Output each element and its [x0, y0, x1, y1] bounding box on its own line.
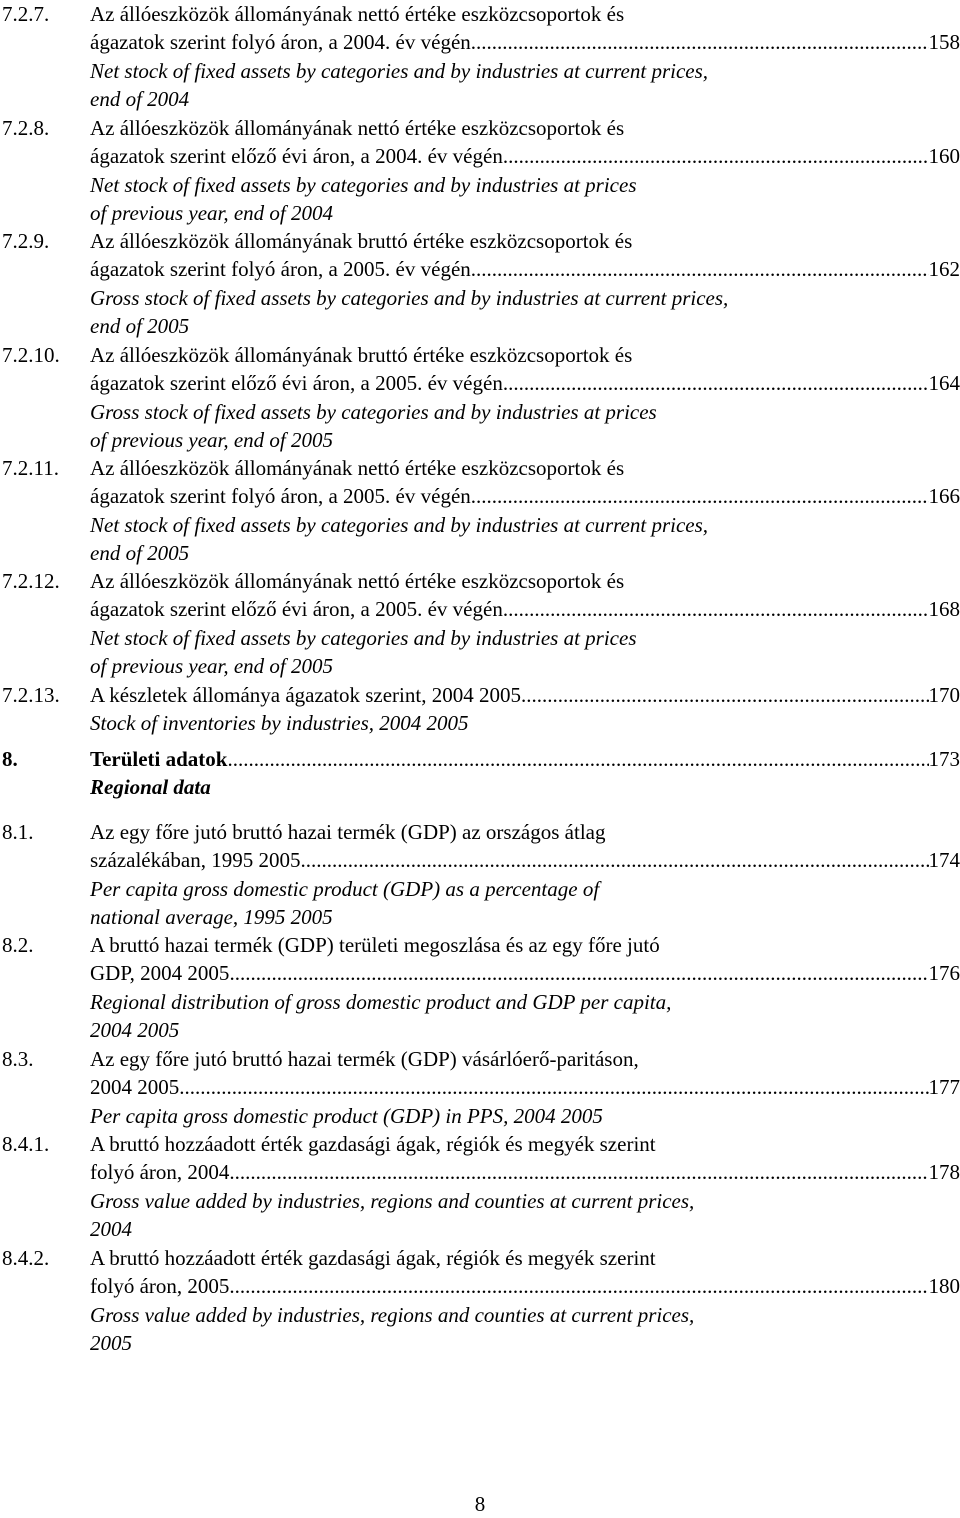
page-number: 8 [0, 1490, 960, 1518]
dot-leader [503, 595, 929, 623]
page-ref: 180 [929, 1272, 960, 1300]
page-ref: 178 [929, 1158, 960, 1186]
english-title: Net stock of fixed assets by categories and by industries at current prices, [90, 57, 960, 85]
toc-entry [0, 681, 960, 738]
entry-body [90, 454, 960, 568]
hungarian-title: Területi adatok [90, 745, 227, 773]
toc-entry [0, 114, 960, 228]
hungarian-title: A készletek állománya ágazatok szerint, 2004 2005 [90, 681, 521, 709]
title-line-with-page [90, 745, 960, 773]
hungarian-title: százalékában, 1995 2005 [90, 846, 301, 874]
dot-leader [503, 369, 929, 397]
hungarian-title: 2004 2005 [90, 1073, 179, 1101]
english-title: Net stock of fixed assets by categories and by industries at prices [90, 624, 960, 652]
title-line-with-page [90, 595, 960, 623]
toc-entry [0, 454, 960, 568]
english-title: 2004 2005 [90, 1016, 960, 1044]
toc-entry [0, 931, 960, 1045]
hungarian-title: Az állóeszközök állományának nettó értéke eszközcsoportok és [90, 0, 960, 28]
title-line-with-page [90, 1272, 960, 1300]
title-line-with-page [90, 959, 960, 987]
dot-leader [227, 745, 928, 773]
dot-leader [521, 681, 929, 709]
hungarian-title: Az állóeszközök állományának nettó értéke eszközcsoportok és [90, 454, 960, 482]
english-title: Per capita gross domestic product (GDP) in PPS, 2004 2005 [90, 1102, 960, 1130]
toc-entry [0, 227, 960, 341]
english-title: Net stock of fixed assets by categories and by industries at current prices, [90, 511, 960, 539]
english-title: of previous year, end of 2004 [90, 199, 960, 227]
page-ref: 177 [929, 1073, 960, 1101]
hungarian-title: folyó áron, 2005 [90, 1272, 229, 1300]
english-title: Regional distribution of gross domestic product and GDP per capita, [90, 988, 960, 1016]
english-title: 2004 [90, 1215, 960, 1243]
toc-section [0, 745, 960, 802]
page-ref: 166 [929, 482, 960, 510]
dot-leader [471, 482, 929, 510]
english-title: Gross value added by industries, regions and counties at current prices, [90, 1301, 960, 1329]
page-ref: 168 [929, 595, 960, 623]
english-title: end of 2005 [90, 539, 960, 567]
dot-leader [471, 28, 929, 56]
entry-body [90, 567, 960, 681]
entry-body [90, 1045, 960, 1130]
dot-leader [471, 255, 929, 283]
hungarian-title: folyó áron, 2004 [90, 1158, 229, 1186]
entry-number: 7.2.7. [2, 0, 49, 28]
entry-number: 7.2.13. [2, 681, 60, 709]
toc-entry [0, 818, 960, 932]
entry-number: 8.3. [2, 1045, 34, 1073]
entry-body [90, 227, 960, 341]
entry-number: 7.2.9. [2, 227, 49, 255]
toc-entry [0, 341, 960, 455]
dot-leader [503, 142, 929, 170]
hungarian-title: GDP, 2004 2005 [90, 959, 229, 987]
page-ref: 174 [929, 846, 960, 874]
title-line-with-page [90, 369, 960, 397]
entry-body [90, 341, 960, 455]
page-ref: 170 [929, 681, 960, 709]
page-ref: 176 [929, 959, 960, 987]
english-title: Per capita gross domestic product (GDP) as a percentage of [90, 875, 960, 903]
english-title: Stock of inventories by industries, 2004 2005 [90, 709, 960, 737]
entry-body [90, 1130, 960, 1244]
title-line-with-page [90, 482, 960, 510]
toc-entry [0, 1130, 960, 1244]
hungarian-title: Az egy főre jutó bruttó hazai termék (GDP) vásárlóerő-paritáson, [90, 1045, 960, 1073]
entry-number: 8.4.1. [2, 1130, 49, 1158]
toc-entry [0, 1045, 960, 1130]
title-line-with-page [90, 681, 960, 709]
dot-leader [301, 846, 929, 874]
entry-body [90, 0, 960, 114]
title-line-with-page [90, 1158, 960, 1186]
toc-entry [0, 0, 960, 114]
hungarian-title: Az állóeszközök állományának bruttó értéke eszközcsoportok és [90, 227, 960, 255]
english-title: end of 2005 [90, 312, 960, 340]
entry-number: 7.2.12. [2, 567, 60, 595]
entry-number: 8.1. [2, 818, 34, 846]
entry-number: 8. [2, 745, 18, 773]
entry-number: 8.2. [2, 931, 34, 959]
hungarian-title: ágazatok szerint előző évi áron, a 2004. év végén [90, 142, 503, 170]
toc-entry [0, 567, 960, 681]
english-title: Regional data [90, 773, 960, 801]
english-title: Gross stock of fixed assets by categories and by industries at prices [90, 398, 960, 426]
page-ref: 158 [929, 28, 960, 56]
toc-entry [0, 1244, 960, 1358]
hungarian-title: Az állóeszközök állományának nettó értéke eszközcsoportok és [90, 114, 960, 142]
hungarian-title: A bruttó hozzáadott érték gazdasági ágak, régiók és megyék szerint [90, 1244, 960, 1272]
entry-number: 7.2.8. [2, 114, 49, 142]
entry-number: 7.2.11. [2, 454, 59, 482]
page-ref: 173 [929, 745, 960, 773]
hungarian-title: A bruttó hazai termék (GDP) területi megoszlása és az egy főre jutó [90, 931, 960, 959]
english-title: of previous year, end of 2005 [90, 426, 960, 454]
hungarian-title: ágazatok szerint előző évi áron, a 2005. év végén [90, 595, 503, 623]
english-title: of previous year, end of 2005 [90, 652, 960, 680]
english-title: Net stock of fixed assets by categories and by industries at prices [90, 171, 960, 199]
title-line-with-page [90, 255, 960, 283]
english-title: end of 2004 [90, 85, 960, 113]
title-line-with-page [90, 1073, 960, 1101]
dot-leader [229, 959, 928, 987]
hungarian-title: A bruttó hozzáadott érték gazdasági ágak, régiók és megyék szerint [90, 1130, 960, 1158]
hungarian-title: Az állóeszközök állományának nettó értéke eszközcsoportok és [90, 567, 960, 595]
dot-leader [179, 1073, 928, 1101]
hungarian-title: Az állóeszközök állományának bruttó értéke eszközcsoportok és [90, 341, 960, 369]
english-title: national average, 1995 2005 [90, 903, 960, 931]
english-title: 2005 [90, 1329, 960, 1357]
dot-leader [229, 1272, 928, 1300]
dot-leader [229, 1158, 928, 1186]
hungarian-title: Az egy főre jutó bruttó hazai termék (GDP) az országos átlag [90, 818, 960, 846]
entry-body [90, 745, 960, 802]
entry-body [90, 931, 960, 1045]
english-title: Gross stock of fixed assets by categories and by industries at current prices, [90, 284, 960, 312]
entry-number: 7.2.10. [2, 341, 60, 369]
english-title: Gross value added by industries, regions and counties at current prices, [90, 1187, 960, 1215]
entry-body [90, 818, 960, 932]
title-line-with-page [90, 28, 960, 56]
entry-body [90, 114, 960, 228]
entry-body [90, 1244, 960, 1358]
page-ref: 164 [929, 369, 960, 397]
page-ref: 162 [929, 255, 960, 283]
title-line-with-page [90, 142, 960, 170]
page-ref: 160 [929, 142, 960, 170]
entry-number: 8.4.2. [2, 1244, 49, 1272]
entry-body [90, 681, 960, 738]
hungarian-title: ágazatok szerint előző évi áron, a 2005. év végén [90, 369, 503, 397]
hungarian-title: ágazatok szerint folyó áron, a 2004. év végén [90, 28, 471, 56]
title-line-with-page [90, 846, 960, 874]
hungarian-title: ágazatok szerint folyó áron, a 2005. év végén [90, 482, 471, 510]
hungarian-title: ágazatok szerint folyó áron, a 2005. év végén [90, 255, 471, 283]
